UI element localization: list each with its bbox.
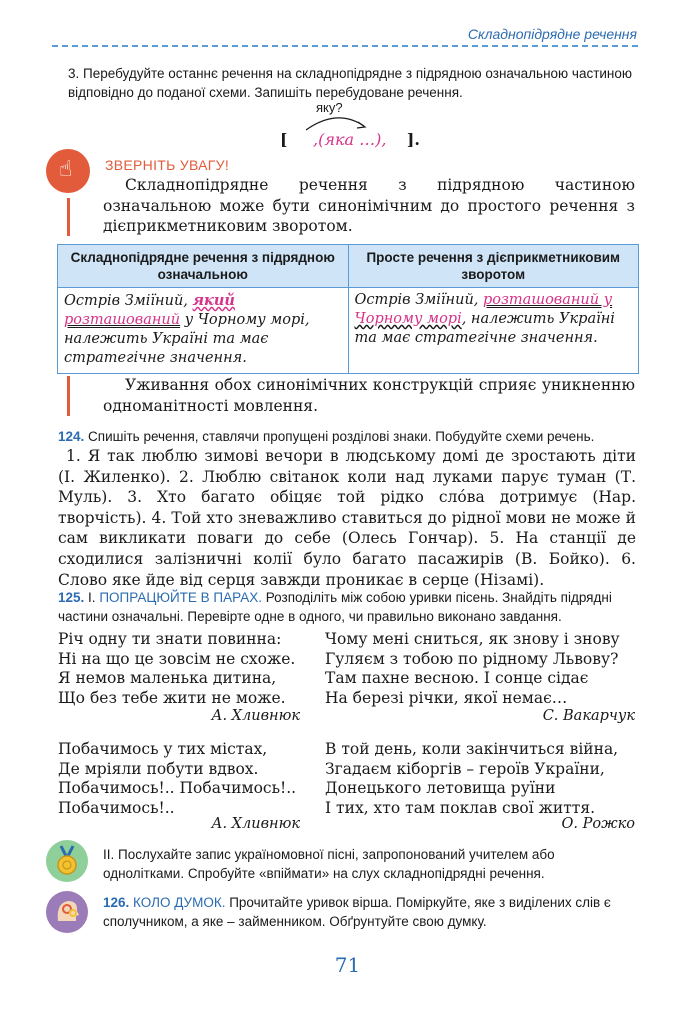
exercise-124-text: 1. Я так люблю зимові вечори в людському домі де зростають діти (І. Жиленко). 2. Люблю світанок коли над луками парує туман (Т. Муль). 3. Хто багато обіцяє той рідко слóва дотримує (Нар. творчість). 4. Той хто зневажливо ставиться до рідної мови не може й сам викликати поваги до себе (Олесь Гончар). 5. На станції де сходилися залізничні колії було багато пасажирів (В. Бойко). 6. Слово яке йде від серця завжди проникає в серце (Нізамі). bbox=[58, 447, 636, 589]
comparison-table bbox=[57, 244, 639, 374]
attention-bar bbox=[67, 198, 70, 236]
song-excerpt: Річ одну ти знати повинна: Ні на що це зовсім не схоже. Я немов маленька дитина, Що без тебе жити не може. bbox=[58, 630, 296, 707]
attention-title: ЗВЕРНІТЬ УВАГУ! bbox=[105, 157, 230, 173]
table-header-simple: Просте речення з дієприкметниковим зворотом bbox=[348, 245, 639, 288]
attention-badge bbox=[46, 149, 90, 193]
scheme-question: яку? bbox=[316, 100, 343, 115]
page-number: 71 bbox=[334, 953, 361, 977]
exercise-126-text: 126. КОЛО ДУМОК. Прочитайте уривок вірша. Поміркуйте, яке з виділених слів є сполучником, а яке – займенником. Обґрунтуйте свою думку. bbox=[103, 895, 611, 929]
note-text: Уживання обох синонімічних конструкцій сприяє уникненню одноманітності мовлення. bbox=[103, 376, 635, 415]
exercise-124-instruction: 124. Спишіть речення, ставлячи пропущені розділові знаки. Побудуйте схеми речень. bbox=[58, 429, 595, 444]
table-header-complex: Складнопідрядне речення з підрядною означальною bbox=[58, 245, 349, 288]
song-excerpt: В той день, коли закінчиться війна, Згадаєм кіборгів – героїв України, Донецького летовища руїни І тих, хто там поклав свої життя. bbox=[325, 740, 619, 817]
song-author: О. Рожко bbox=[561, 816, 635, 832]
attention-text: Складнопідрядне речення з підрядною частиною означальною може бути синонімічним до простого речення з дієприкметниковим зворотом. bbox=[103, 176, 635, 235]
scheme-line: [ ,(яка …), ]. bbox=[280, 130, 420, 149]
table-cell-complex: Острів Зміїний, який розташований у Чорному морі, належить Україні та має стратегічне значення. bbox=[58, 288, 349, 374]
header-divider bbox=[52, 45, 638, 47]
exercise-3-text: 3. Перебудуйте останнє речення на складнопідрядне з підрядною означальною частиною відповідно до поданої схеми. Запишіть перебудоване речення. bbox=[68, 66, 633, 100]
running-header: Складнопідрядне речення bbox=[467, 26, 637, 42]
medal-icon bbox=[46, 840, 88, 882]
head-gears-icon bbox=[46, 891, 88, 933]
clause-scheme bbox=[250, 100, 470, 155]
note-bar bbox=[67, 376, 70, 416]
song-excerpt: Чому мені сниться, як знову і знову Гуляєм з тобою по рідному Львову? Там пахне весною. І сонце сідає На березі річки, якої немає… bbox=[325, 630, 620, 707]
exercise-125-part2: ІІ. Послухайте запис україномовної пісні, запропонований учителем або однолітками. Спробуйте «впіймати» на слух складнопідрядні речення. bbox=[103, 847, 555, 881]
song-author: А. Хливнюк bbox=[211, 816, 300, 832]
think-badge bbox=[46, 891, 88, 933]
exercise-125-instruction: 125. І. ПОПРАЦЮЙТЕ В ПАРАХ. Розподіліть між собою уривки пісень. Знайдіть підрядні частини означальні. Перевірте одне в одного, чи правильно виконано завдання. bbox=[58, 590, 612, 624]
scheme-arrow-icon bbox=[302, 108, 372, 132]
song-author: С. Вакарчук bbox=[542, 708, 635, 724]
table-cell-simple: Острів Зміїний, розташований у Чорному морі, належить Україні та має стратегічне значення. bbox=[348, 288, 639, 374]
medal-badge bbox=[46, 840, 88, 882]
song-author: А. Хливнюк bbox=[211, 708, 300, 724]
hand-attention-icon: ☝ bbox=[59, 157, 73, 182]
song-excerpt: Побачимось у тих містах, Де мріяли побути вдвох. Побачимось!.. Побачимось!.. Побачимось!.. bbox=[58, 740, 297, 817]
